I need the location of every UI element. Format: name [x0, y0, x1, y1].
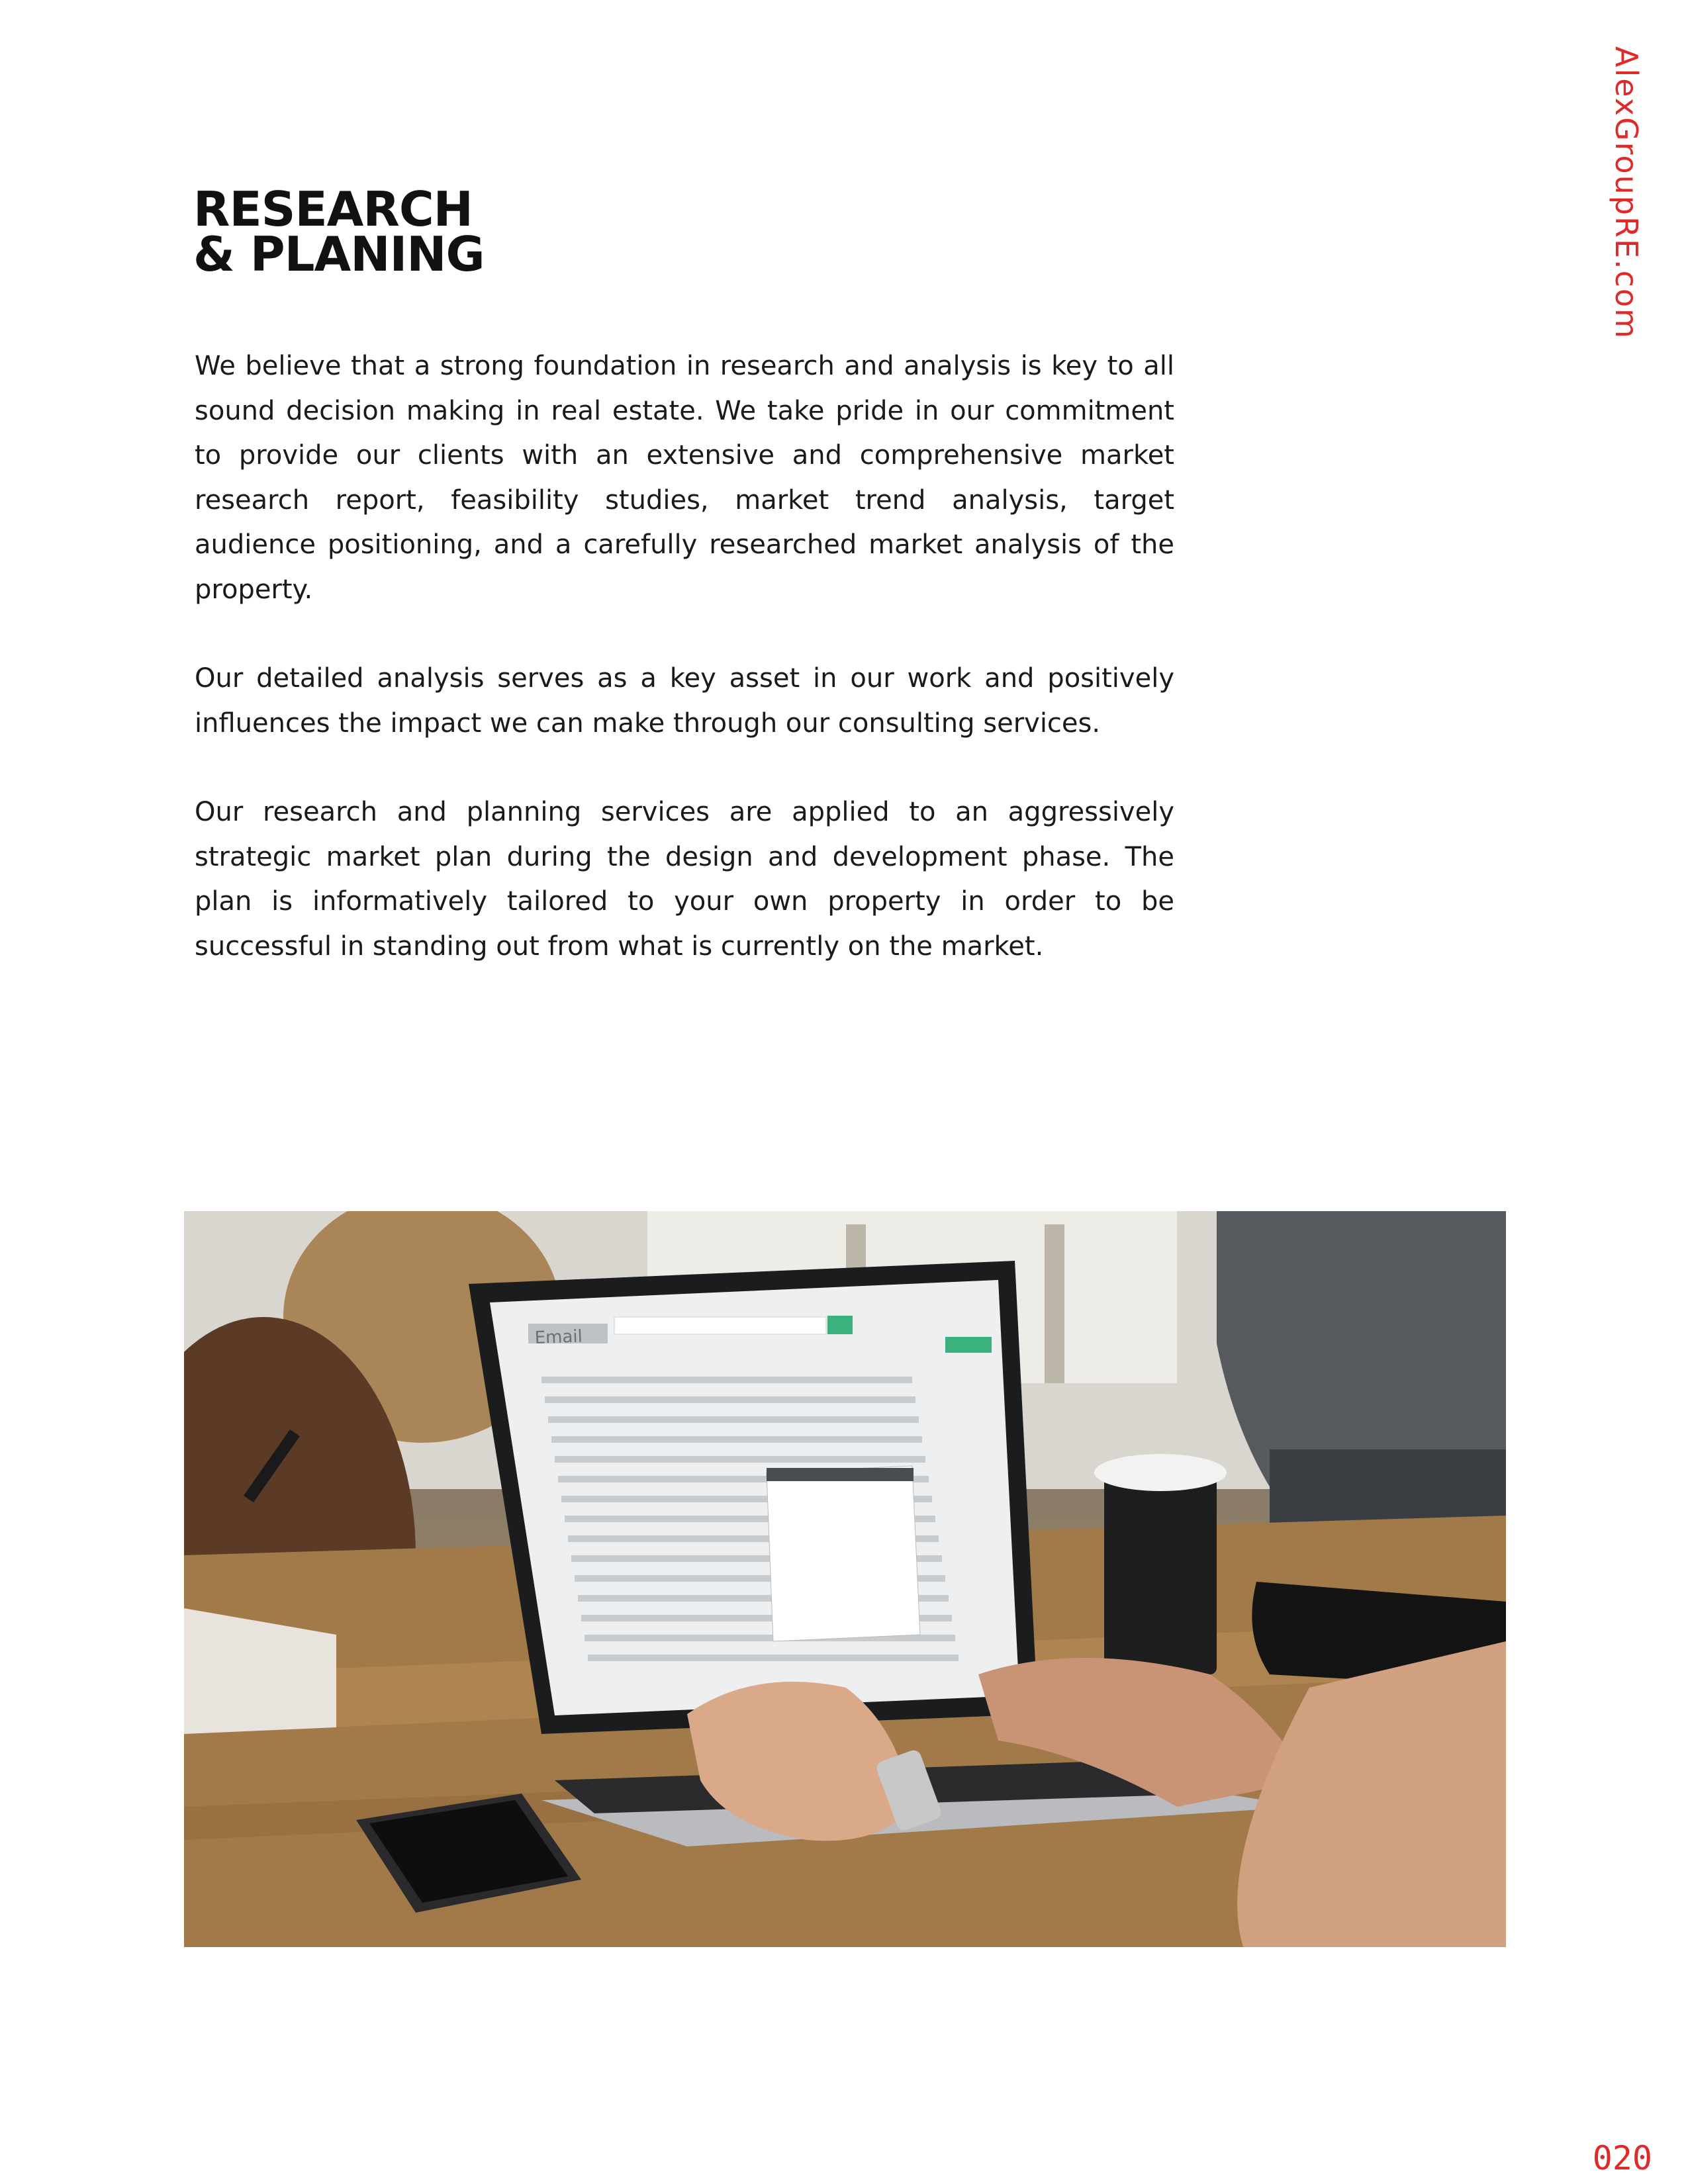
page-title-line-2: & PLANING [193, 226, 485, 282]
body-text [195, 344, 1174, 1013]
paragraph-3: Our research and planning services are applied to an aggressively strategic market plan during the design and development phase. The plan is informatively tailored to your own property in order to be successful in standing out from what is currently on the market. [195, 797, 1174, 962]
paragraph-1: We believe that a strong foundation in research and analysis is key to all sound decision making in real estate. We take pride in our commitment to provide our clients with an extensive and comprehensive market research report, feasibility studies, market trend analysis, target audience positioning, and a carefully researched market analysis of the property. [195, 351, 1174, 605]
laptop-screen-title: Email [534, 1326, 583, 1348]
paragraph-2: Our detailed analysis serves as a key asset in our work and positively influences the impact we can make through our consulting services. [195, 663, 1174, 739]
page-title-line-1: RESEARCH [193, 181, 473, 237]
laptop-photo [184, 1211, 1506, 1947]
page-title [193, 181, 485, 282]
website-url: AlexGroupRE.com [1609, 46, 1644, 340]
page-number: 020 [1592, 2139, 1652, 2177]
